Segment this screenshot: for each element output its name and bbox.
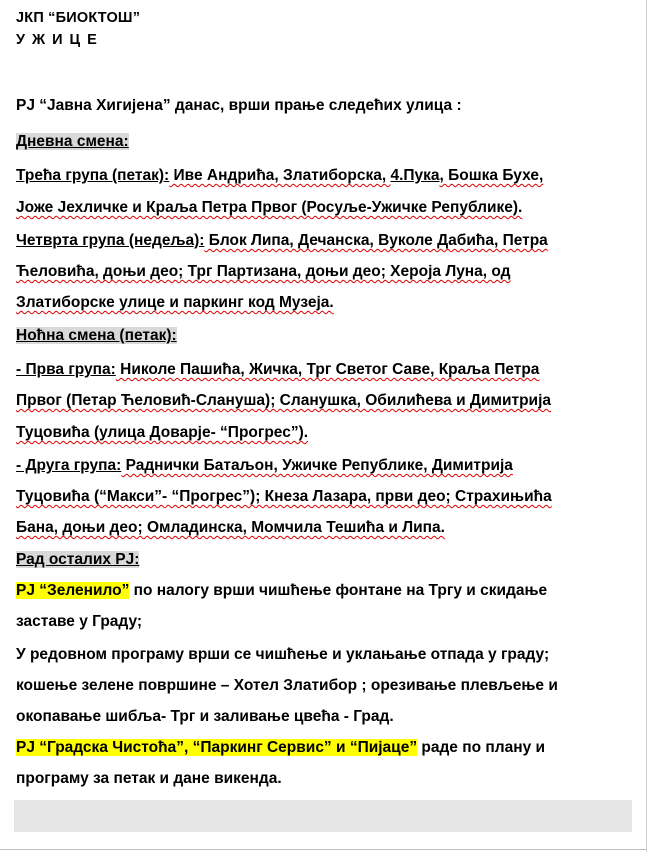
footer-bar <box>14 800 632 832</box>
day-shift-title <box>16 132 129 152</box>
zelenilo-line2: заставе у Граду; <box>16 613 143 630</box>
zelenilo-text-1: по налогу врши чишћење фонтане на Тргу и скидање <box>129 582 548 599</box>
group1-streets-3: Туцовића (улица Доварје- “Прогрес”). <box>16 424 309 441</box>
zelenilo-line5: окопавање шибља- Трг и заливање цвећа - Град. <box>16 708 394 725</box>
group3-line2 <box>16 198 522 218</box>
other-units-title <box>16 550 139 570</box>
group1-streets-1: Николе Пашића, Жичка, Трг Светог Саве, Краља Петра <box>115 361 540 378</box>
group2-line3 <box>16 518 445 538</box>
group1-line2 <box>16 391 551 411</box>
group3-streets-2: Јоже Јехличке и Краља Петра Првог (Росуље-Ужичке Републике). <box>16 199 523 216</box>
group2-streets-2: Туцовића (“Макси”- “Прогрес”); Кнеза Лазара, први део; Страхињића <box>16 488 552 505</box>
group2-line1 <box>16 456 513 476</box>
others-line1 <box>16 738 545 758</box>
group3-label: Трећа група (петак): <box>16 167 170 184</box>
group4-label: Четврта група (недеља): <box>16 232 205 249</box>
page-edge-bottom <box>0 849 647 850</box>
group1-line1 <box>16 360 539 380</box>
group4-line1 <box>16 231 548 251</box>
group4-streets-1: Блок Липа, Дечанска, Вуколе Дабића, Петра <box>204 232 548 249</box>
group2-streets-1: Раднички Батаљон, Ужичке Републике, Димитрија <box>121 457 513 474</box>
intro-line <box>16 96 462 116</box>
group4-streets-2: Ћеловића, доњи део; Трг Партизана, доњи део; Хероја Луна, од <box>16 263 511 280</box>
group3-streets-a: Иве Андрића, Златиборска, <box>169 167 391 184</box>
group3-streets-b: 4.Пука <box>390 167 440 184</box>
group1-label: - Прва група: <box>16 361 116 378</box>
company-name: ЈКП “БИОКТОШ” <box>16 10 141 26</box>
zelenilo-line1 <box>16 581 547 601</box>
others-text-1: раде по плану и <box>417 739 546 756</box>
night-shift-heading: Ноћна смена (петак): <box>16 327 177 344</box>
others-line2: програму за петак и дане викенда. <box>16 770 282 787</box>
zelenilo-label: РЈ “Зеленило” <box>16 582 130 599</box>
day-shift-heading: Дневна смена: <box>16 133 129 150</box>
zelenilo-line4: кошење зелене површине – Хотел Златибор ; орезивање плевљење и <box>16 677 558 694</box>
group2-line2 <box>16 487 552 507</box>
group4-line3 <box>16 293 334 313</box>
intro-text: данас, врши прање следећих улица : <box>170 97 462 114</box>
other-units-heading: Рад осталих РЈ: <box>16 551 140 568</box>
group4-line2 <box>16 262 511 282</box>
city-name: УЖИЦЕ <box>16 32 104 48</box>
others-label: РЈ “Градска Чистоћа”, “Паркинг Сервис” и “Пијаце” <box>16 739 418 756</box>
group2-streets-3: Бана, доњи део; Омладинска, Момчила Тешића и Липа. <box>16 519 445 536</box>
group4-streets-3: Златиборске улице и паркинг код Музеја. <box>16 294 334 311</box>
group2-label: - Друга група: <box>16 457 122 474</box>
group3-line1 <box>16 166 543 186</box>
zelenilo-line3: У редовном програму врши се чишћење и уклањање отпада у граду; <box>16 646 550 663</box>
group1-streets-2: Првог (Петар Ћеловић-Слануша); Сланушка, Обилићева и Димитрија <box>16 392 551 409</box>
intro-unit: РЈ “Јавна Хигијена” <box>16 97 171 114</box>
group1-line3 <box>16 423 308 443</box>
group3-streets-c: , Бошка Бухе, <box>439 167 544 184</box>
night-shift-title <box>16 326 177 346</box>
